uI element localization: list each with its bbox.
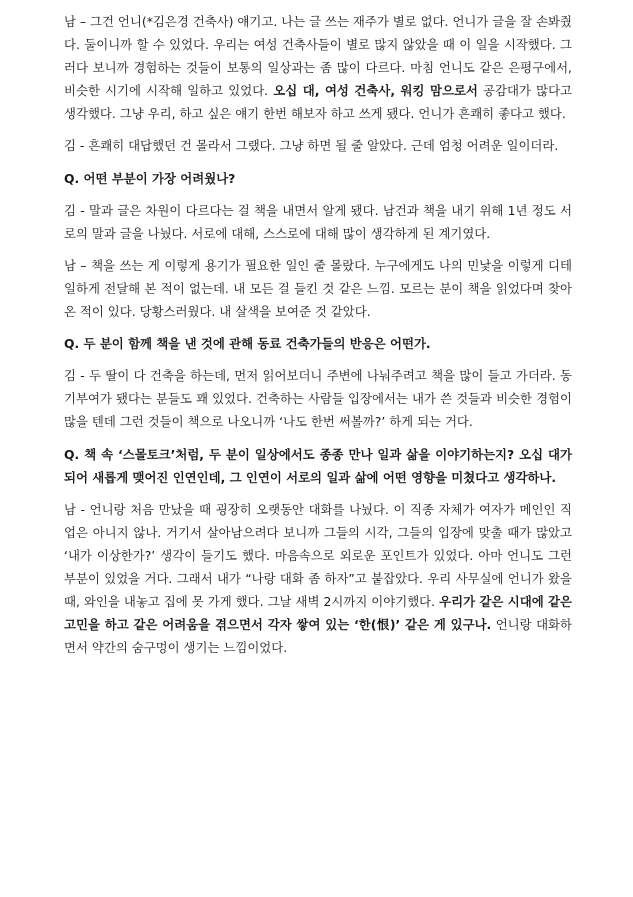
question-text: Q. 책 속 ‘스몰토크’처럼, 두 분이 일상에서도 종종 만나 일과 삶을 이야기하는지? 오십 대가 되어 새롭게 맺어진 인연인데, 그 인연이 서로의 일과 삶에 어떤 영향을 미쳤다고 생각하나. — [64, 446, 572, 485]
answer-text: 김 - 두 딸이 다 건축을 하는데, 먼저 읽어보더니 주변에 나눠주려고 책을 많이 들고 가더라. 동기부여가 됐다는 분들도 꽤 있었다. 건축하는 사람들 입장에서는 내가 쓴 것들과 비슷한 경험이 많을 텐데 그런 것들이 책으로 나오니까 ‘나도 한번 써볼까?’ 하게 되는 거다. — [64, 368, 572, 430]
answer-paragraph-nam-2 — [64, 254, 572, 323]
answer-text: 공감대가 많다고 생각했다. 그냥 우리, 하고 싶은 얘기 한번 해보자 하고 쓰게 됐다. 언니가 흔쾌히 좋다고 했다. — [64, 83, 573, 122]
answer-paragraph-nam-3 — [64, 498, 572, 660]
answer-text: 남 – 책을 쓰는 게 이렇게 용기가 필요한 일인 줄 몰랐다. 누구에게도 나의 민낯을 이렇게 디테일하게 전달해 본 적이 없는데. 내 모든 걸 들킨 것 같은 느낌. 모르는 분이 책을 읽었다며 찾아온 적이 있다. 당황스러웠다. 내 살색을 보여준 것 같았다. — [64, 257, 572, 320]
answer-paragraph-nam-1 — [64, 10, 572, 125]
document-page — [64, 10, 572, 668]
answer-text: 남 - 언니랑 처음 만났을 때 굉장히 오랫동안 대화를 나눴다. 이 직종 자체가 여자가 메인인 직업은 아니지 않나. 거기서 살아남으려다 보니까 그들의 시각, 그들의 입장에 맞출 때가 많았고 ‘내가 이상한가?’ 생각이 들기도 했다. 마음속으로 외로운 포인트가 있었다. 아마 언니도 그런 부분이 있었을 거다. 그래서 내가 “나랑 대화 좀 하자”고 붙잡았다. 우리 사무실에 언니가 왔을 때, 와인을 내놓고 집에 못 가게 했다. 그날 새벽 2시까지 이야기했다. — [64, 501, 572, 610]
question-text: Q. 어떤 부분이 가장 어려웠나? — [64, 170, 236, 186]
question-text: Q. 두 분이 함께 책을 낸 것에 관해 동료 건축가들의 반응은 어떤가. — [64, 336, 431, 352]
answer-text: 언니랑 대화하면서 약간의 숨구멍이 생기는 느낌이었다. — [64, 617, 572, 656]
question-heading-1 — [64, 167, 572, 190]
answer-paragraph-kim-1 — [64, 134, 572, 157]
answer-emphasis: 우리가 같은 시대에 같은 고민을 하고 같은 어려움을 겪으면서 각자 쌓여 있는 ‘한(恨)’ 같은 게 있구나. — [64, 594, 573, 633]
answer-paragraph-kim-3 — [64, 364, 572, 433]
question-heading-2 — [64, 332, 572, 355]
answer-text: 김 - 흔쾌히 대답했던 건 몰라서 그랬다. 그냥 하면 될 줄 알았다. 근데 엄청 어려운 일이더라. — [64, 138, 559, 154]
answer-text: 남 – 그건 언니(*김은경 건축사) 얘기고. 나는 글 쓰는 재주가 별로 없다. 언니가 글을 잘 손봐줬다. 둘이니까 할 수 있었다. 우리는 여성 건축사들이 별로 많지 않았을 때 이 일을 시작했다. 그러다 보니까 경험하는 것들이 보통의 일상과는 좀 많이 다르다. 마침 언니도 같은 은평구에서, 비슷한 시기에 시작해 일하고 있었다. — [64, 14, 572, 99]
question-heading-3 — [64, 443, 572, 489]
answer-text: 김 - 말과 글은 차원이 다르다는 걸 책을 내면서 알게 됐다. 남건과 책을 내기 위해 1년 정도 서로의 말과 글을 나눴다. 서로에 대해, 스스로에 대해 많이 생각하게 된 계기였다. — [64, 202, 572, 241]
answer-emphasis: 오십 대, 여성 건축사, 워킹 맘으로서 — [273, 83, 478, 99]
answer-paragraph-kim-2 — [64, 199, 572, 245]
